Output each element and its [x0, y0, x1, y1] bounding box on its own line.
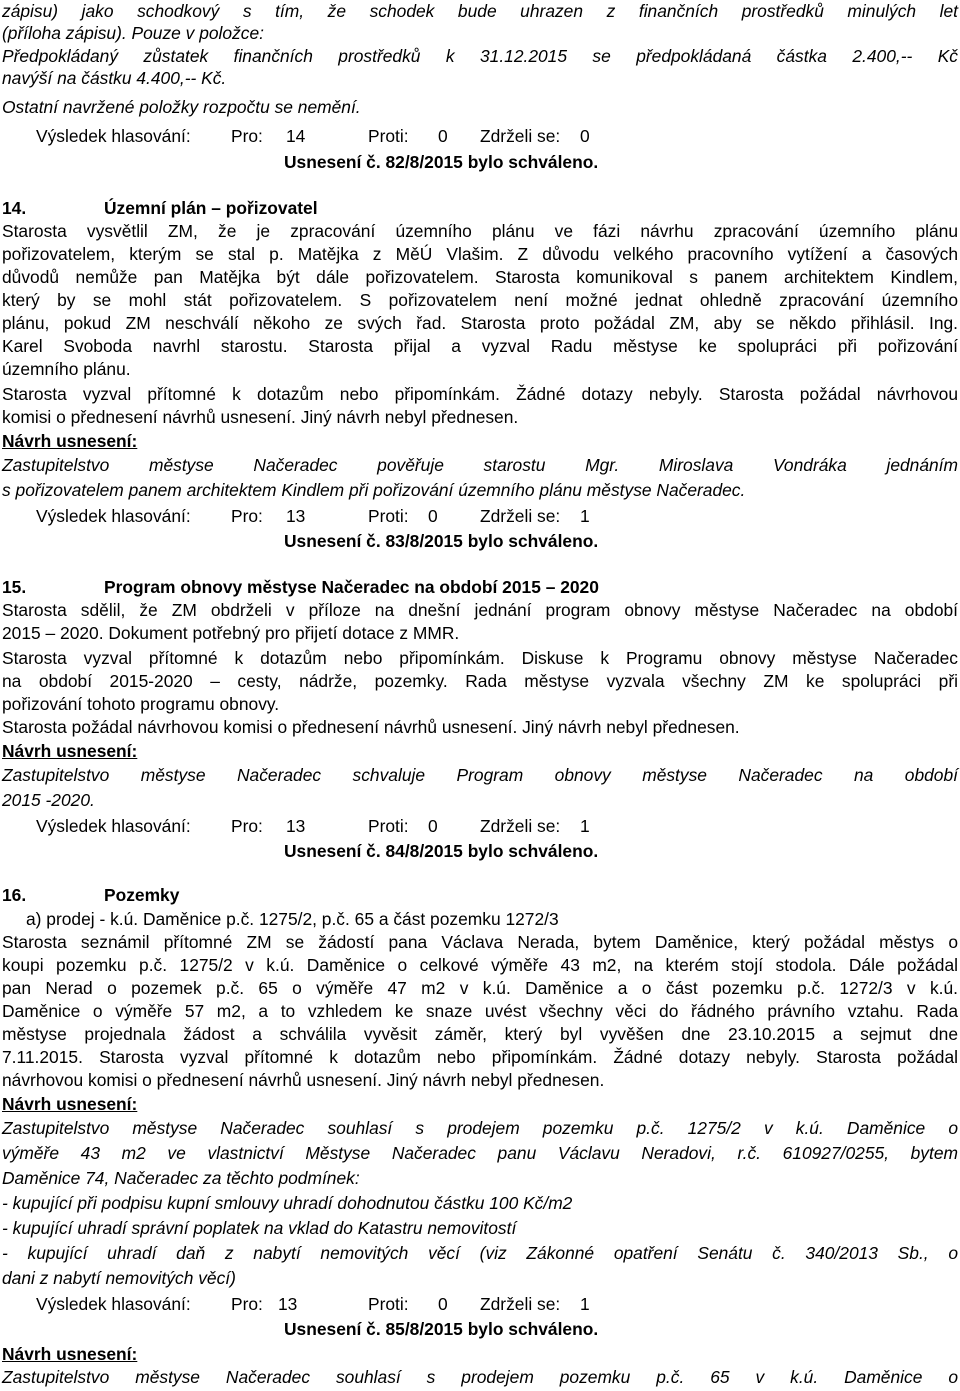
section-number: 14.	[2, 198, 27, 218]
paragraph-line: (příloha zápisu). Pouze v položce:	[2, 23, 264, 43]
vote-proti-value: 0	[428, 816, 438, 836]
paragraph-line: pořizování tohoto programu obnovy.	[2, 694, 280, 714]
proposal-label: Návrh usnesení:	[2, 1344, 138, 1364]
vote-proti-label: Proti:	[368, 816, 409, 836]
paragraph-line: komisi o přednesení návrhů usnesení. Jiný návrh nebyl přednesen.	[2, 407, 519, 427]
paragraph-line: důvodů nemůže pan Matějka být dále pořizovatelem. Starosta komunikoval s panem architektem Kindlem,	[2, 267, 958, 287]
paragraph-line: pořizovatelem, kterým se stal p. Matějka z MěÚ Vlašim. Z důvodu velkého pracovního vytížení a časových	[2, 244, 958, 264]
resolution-approved: Usnesení č. 84/8/2015 bylo schváleno.	[284, 841, 599, 861]
paragraph-line: územního plánu.	[2, 359, 131, 379]
paragraph-line: který by se mohl stát pořizovatelem. S pořizovatelem není možné jednat ohledně zpracování územního	[2, 290, 958, 310]
vote-proti-value: 0	[438, 1294, 448, 1314]
paragraph-line: zápisu) jako schodkový s tím, že schodek bude uhrazen z finančních prostředků minulých let	[2, 1, 958, 21]
section-number: 15.	[2, 577, 27, 597]
vote-pro-value: 14	[286, 126, 306, 146]
section-title: Program obnovy městyse Načeradec na období 2015 – 2020	[104, 577, 599, 597]
vote-pro-value: 13	[278, 1294, 298, 1314]
paragraph-line: Starosta vysvětlil ZM, že je zpracování územního plánu ve fázi návrhu zpracování územního plánu	[2, 221, 958, 241]
vote-zdrzeli-label: Zdrželi se:	[480, 1294, 561, 1314]
vote-proti-value: 0	[428, 506, 438, 526]
proposal-line: Zastupitelstvo městyse Načeradec souhlasí s prodejem pozemku p.č. 65 v k.ú. Daměnice o	[2, 1367, 958, 1387]
vote-proti-label: Proti:	[368, 506, 409, 526]
vote-zdrzeli-value: 1	[580, 1294, 590, 1314]
resolution-approved: Usnesení č. 85/8/2015 bylo schváleno.	[284, 1319, 599, 1339]
vote-proti-value: 0	[438, 126, 448, 146]
section-number: 16.	[2, 885, 27, 905]
vote-label: Výsledek hlasování:	[36, 506, 191, 526]
proposal-line: - kupující uhradí správní poplatek na vklad do Katastru nemovitostí	[2, 1218, 517, 1238]
paragraph-line: plánu, pokud ZM neschválí někoho ze svých řad. Starosta proto požádal ZM, aby se někdo přihlásil. Ing.	[2, 313, 958, 333]
vote-zdrzeli-label: Zdrželi se:	[480, 126, 561, 146]
paragraph-line: 7.11.2015. Starosta vyzval přítomné k dotazům nebo připomínkám. Žádné dotazy nebyly. Starosta požádal	[2, 1047, 958, 1067]
paragraph-line: Starosta sdělil, že ZM obdrželi v příloze na dnešní jednání program obnovy městyse Načeradec na období	[2, 600, 958, 620]
vote-zdrzeli-value: 0	[580, 126, 590, 146]
resolution-approved: Usnesení č. 82/8/2015 bylo schváleno.	[284, 152, 599, 172]
paragraph-line: návrhovou komisi o přednesení návrhů usnesení. Jiný návrh nebyl přednesen.	[2, 1070, 605, 1090]
paragraph-line: Starosta vyzval přítomné k dotazům nebo připomínkám. Žádné dotazy nebyly. Starosta požádal návrhovou	[2, 384, 958, 404]
vote-pro-label: Pro:	[231, 506, 263, 526]
paragraph-line: Karel Svoboda navrhl starostu. Starosta přijal a vyzval Radu městyse ke spolupráci při pořizování	[2, 336, 958, 356]
proposal-line: Zastupitelstvo městyse Načeradec pověřuje starostu Mgr. Miroslava Vondráka jednáním	[2, 455, 958, 475]
vote-label: Výsledek hlasování:	[36, 816, 191, 836]
vote-label: Výsledek hlasování:	[36, 1294, 191, 1314]
paragraph-line: městyse projednala žádost a schválila vyvěsit záměr, který byl vyvěšen dne 23.10.2015 a sejmut dne	[2, 1024, 958, 1044]
vote-pro-value: 13	[286, 816, 306, 836]
paragraph-line: Starosta požádal návrhovou komisi o přednesení návrhů usnesení. Jiný návrh nebyl přednesen.	[2, 717, 740, 737]
paragraph-line: Starosta vyzval přítomné k dotazům nebo připomínkám. Diskuse k Programu obnovy městyse Načeradec	[2, 648, 958, 668]
proposal-line: Zastupitelstvo městyse Načeradec souhlasí s prodejem pozemku p.č. 1275/2 v k.ú. Daměnice o	[2, 1118, 958, 1138]
paragraph-line: Ostatní navržené položky rozpočtu se nemění.	[2, 97, 361, 117]
proposal-label: Návrh usnesení:	[2, 431, 138, 451]
section-title: Pozemky	[104, 885, 180, 905]
proposal-line: - kupující uhradí daň z nabytí nemovitých věcí (viz Zákonné opatření Senátu č. 340/2013 Sb., o	[2, 1243, 958, 1263]
paragraph-line: Daměnice o výměře 57 m2, a to vzhledem ke snaze uvést všechny věci do řádného právního vztahu. Rada	[2, 1001, 958, 1021]
paragraph-line: na období 2015-2020 – cesty, nádrže, pozemky. Rada městyse vyzvala všechny ZM ke spolupráci při	[2, 671, 958, 691]
proposal-label: Návrh usnesení:	[2, 1094, 138, 1114]
resolution-approved: Usnesení č. 83/8/2015 bylo schváleno.	[284, 531, 599, 551]
paragraph-line: 2015 – 2020. Dokument potřebný pro přijetí dotace z MMR.	[2, 623, 460, 643]
vote-proti-label: Proti:	[368, 126, 409, 146]
paragraph-line: koupi pozemku p.č. 1275/2 v k.ú. Daměnice o celkové výměře 43 m2, na kterém stojí stodola. Dále požádal	[2, 955, 958, 975]
paragraph-line: Předpokládaný zůstatek finančních prostředků k 31.12.2015 se předpokládaná částka 2.400,-- Kč	[2, 46, 958, 66]
vote-pro-value: 13	[286, 506, 306, 526]
proposal-line: s pořizovatelem panem architektem Kindlem při pořizování územního plánu městyse Načeradec.	[2, 480, 746, 500]
vote-proti-label: Proti:	[368, 1294, 409, 1314]
proposal-line: výměře 43 m2 ve vlastnictví Městyse Načeradec panu Václavu Neradovi, r.č. 610927/0255, bytem	[2, 1143, 958, 1163]
paragraph-line: Starosta seznámil přítomné ZM se žádostí pana Václava Nerada, bytem Daměnice, který požádal městys o	[2, 932, 958, 952]
proposal-line: Zastupitelstvo městyse Načeradec schvaluje Program obnovy městyse Načeradec na období	[2, 765, 958, 785]
vote-zdrzeli-value: 1	[580, 816, 590, 836]
proposal-line: - kupující při podpisu kupní smlouvy uhradí dohodnutou částku 100 Kč/m2	[2, 1193, 573, 1213]
proposal-line: Daměnice 74, Načeradec za těchto podmínek:	[2, 1168, 360, 1188]
vote-pro-label: Pro:	[231, 126, 263, 146]
proposal-label: Návrh usnesení:	[2, 741, 138, 761]
subsection-item: a) prodej - k.ú. Daměnice p.č. 1275/2, p.č. 65 a část pozemku 1272/3	[26, 909, 559, 929]
vote-zdrzeli-label: Zdrželi se:	[480, 816, 561, 836]
vote-zdrzeli-value: 1	[580, 506, 590, 526]
paragraph-line: pan Nerad o pozemek p.č. 65 o výměře 47 m2 v k.ú. Daměnice a o část pozemku p.č. 1272/3 v k.ú.	[2, 978, 958, 998]
section-title: Územní plán – pořizovatel	[104, 198, 318, 218]
proposal-line: dani z nabytí nemovitých věcí)	[2, 1268, 236, 1288]
vote-pro-label: Pro:	[231, 816, 263, 836]
vote-pro-label: Pro:	[231, 1294, 263, 1314]
vote-label: Výsledek hlasování:	[36, 126, 191, 146]
proposal-line: 2015 -2020.	[2, 790, 95, 810]
vote-zdrzeli-label: Zdrželi se:	[480, 506, 561, 526]
paragraph-line: navýší na částku 4.400,-- Kč.	[2, 68, 227, 88]
